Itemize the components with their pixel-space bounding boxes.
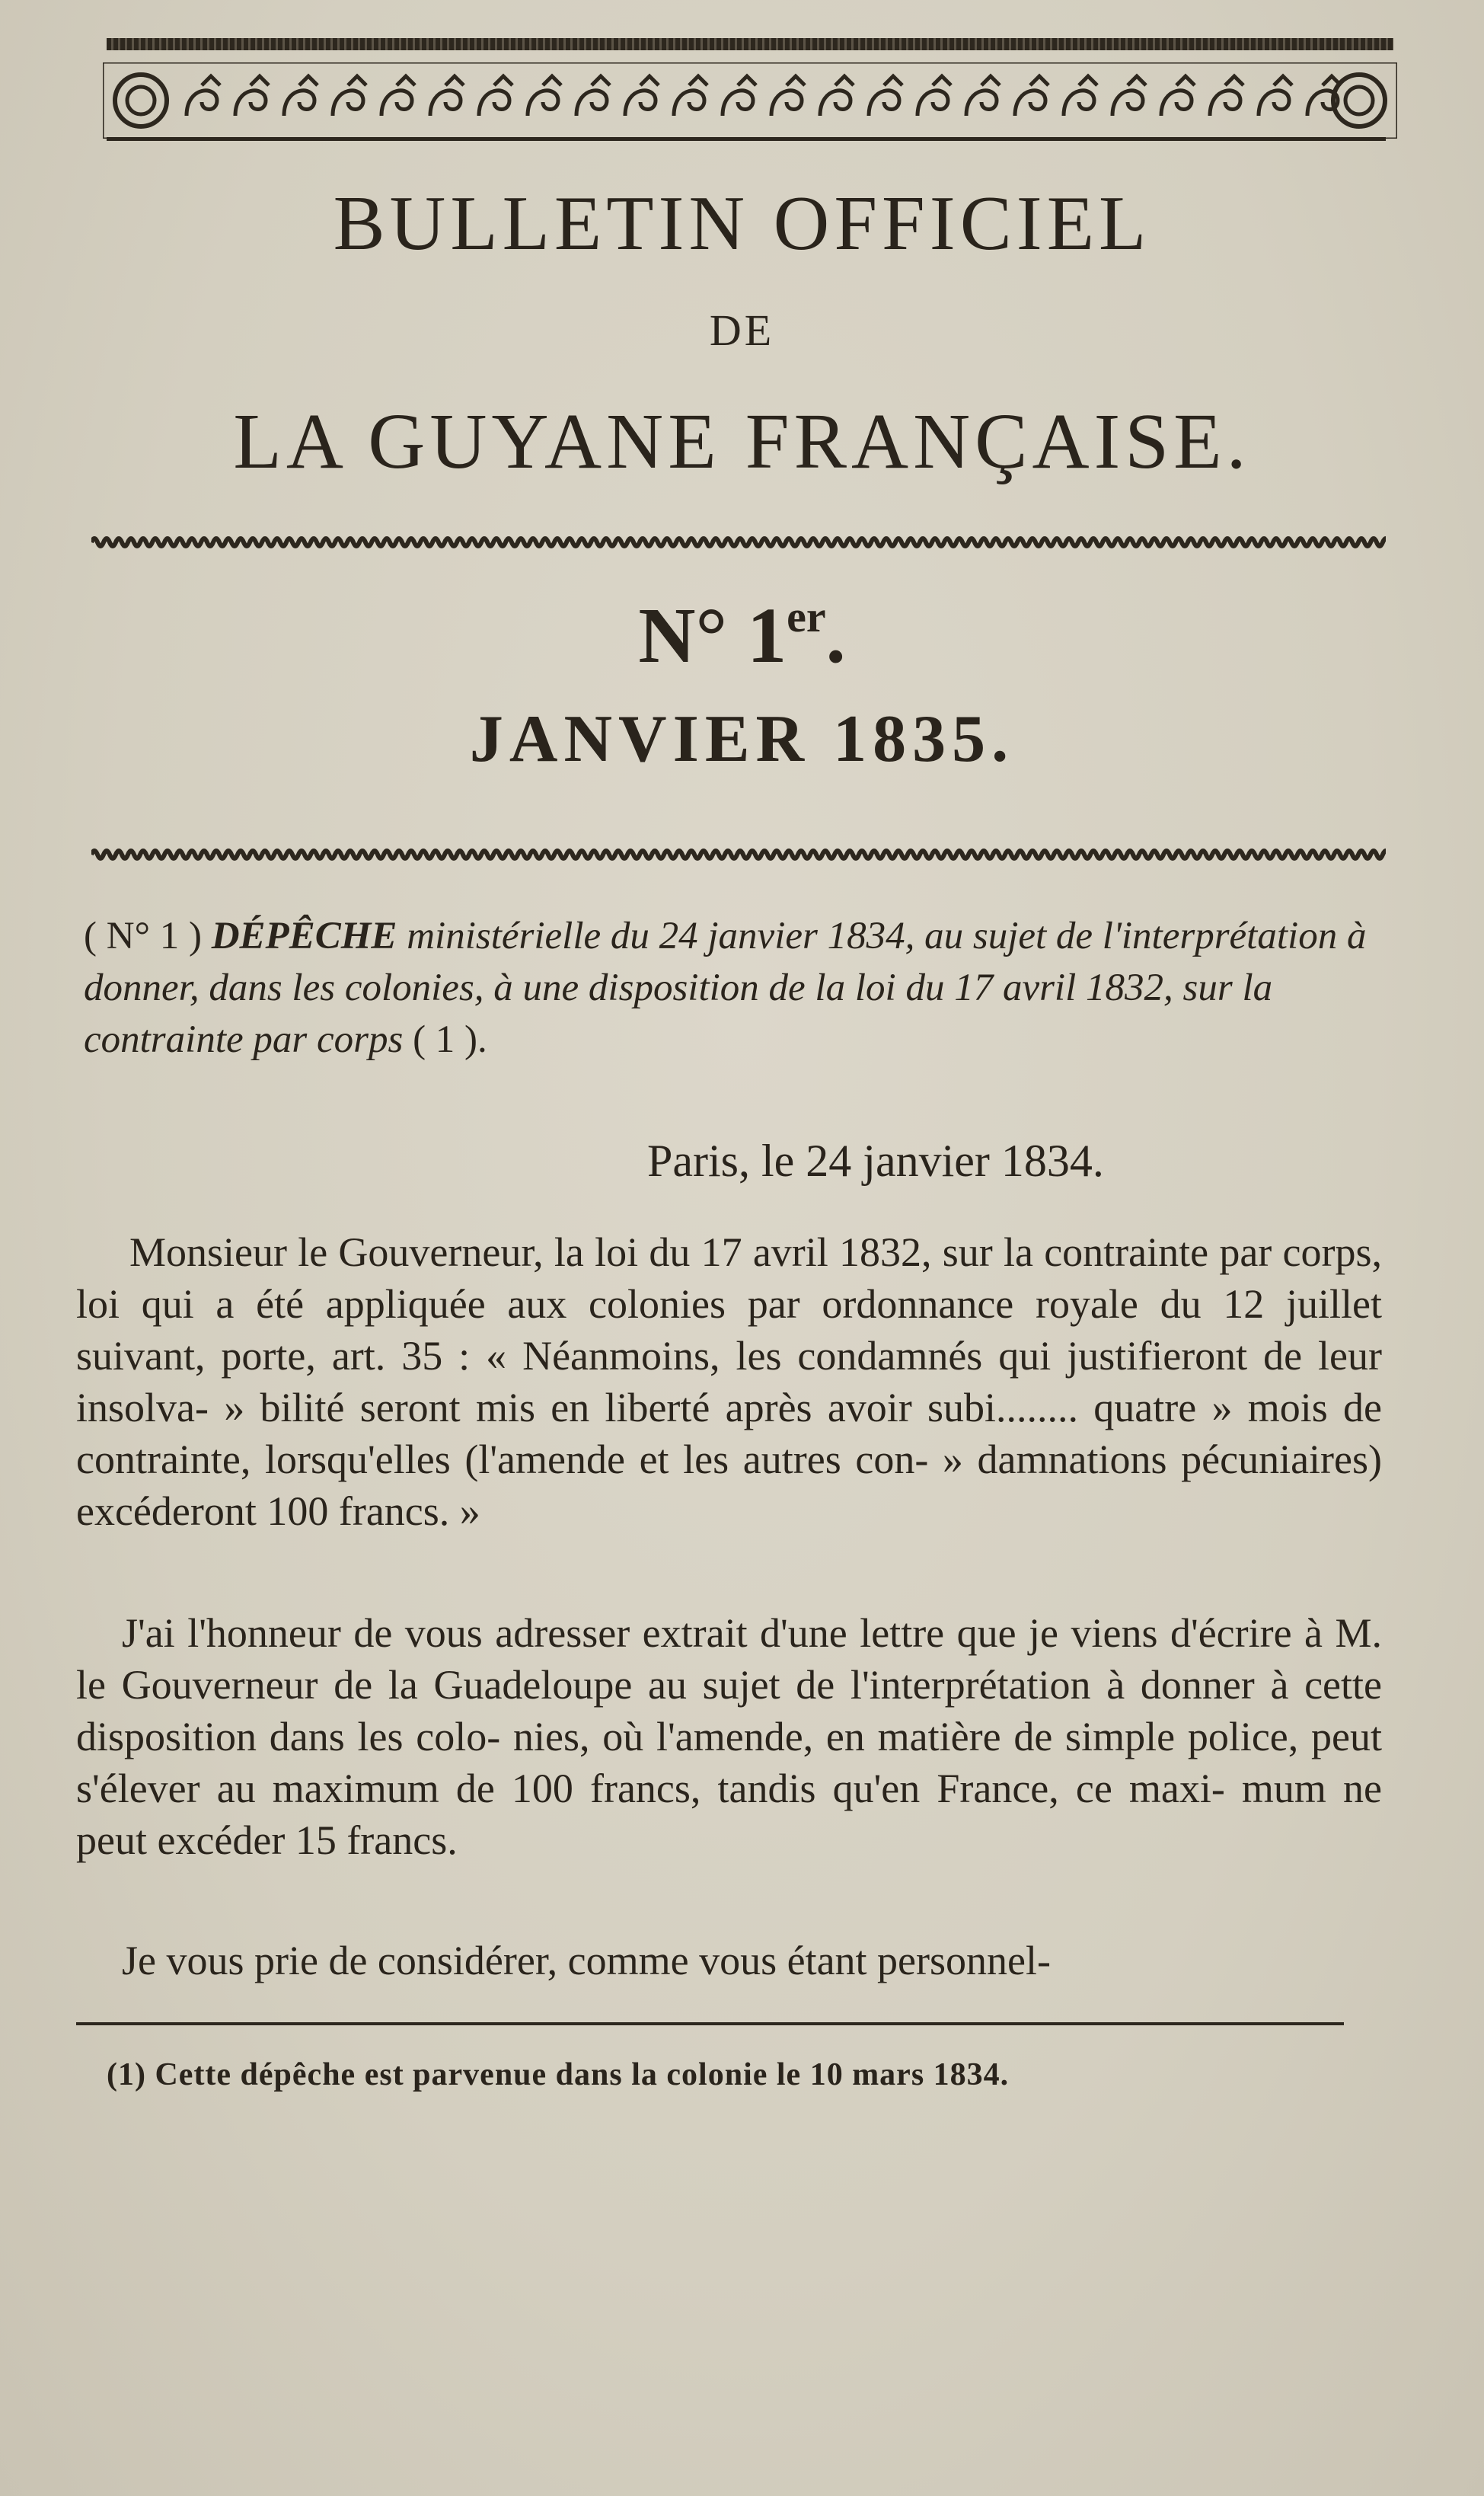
dispatch-heading-caps: DÉPÊCHE	[211, 915, 397, 957]
place-date: Paris, le 24 janvier 1834.	[647, 1136, 1104, 1186]
ornament-bottom-rule	[107, 137, 1386, 141]
dispatch-number: ( N° 1 )	[84, 915, 212, 957]
footnote-reference: ( 1 ).	[413, 1018, 487, 1061]
issue-number-text: N° 1	[638, 592, 787, 679]
issue-number	[0, 590, 1484, 681]
body-paragraph: Monsieur le Gouverneur, la loi du 17 avril 1832, sur la contrainte par corps, loi qui a été appliquée aux colonies par ordonnance royale du 12 juillet suivant, porte, art. 35 : « Néanmoins, les condamnés qui justifieront de leur insolva- » bilité seront mis en liberté après avoir subi........ quatre » mois de contrainte, lorsqu'elles (l'amende et les autres con- » damnations pécuniaires) excéderont 100 francs. »	[76, 1229, 1382, 1534]
footnote: (1) Cette dépêche est parvenue dans la colonie le 10 mars 1834.	[107, 2057, 1010, 2092]
issue-date: JANVIER 1835.	[469, 702, 1015, 776]
body-paragraph: Je vous prie de considérer, comme vous étant personnel-	[122, 1938, 1051, 1983]
dispatch-heading-text: ministérielle du 24 janvier 1834, au sujet de l'interprétation à donner, dans les colonies, à une disposition de la loi du 17 avril 1832, sur la contrainte par corps	[84, 915, 1367, 1061]
footnote-rule	[76, 2022, 1344, 2025]
masthead-colony: LA GUYANE FRANÇAISE.	[233, 398, 1251, 485]
body-paragraph: J'ai l'honneur de vous adresser extrait d'une lettre que je viens d'écrire à M. le Gouverneur de la Guadeloupe au sujet de l'interprétation à donner à cette disposition dans les colo- nies, où l'amende, en matière de simple police, peut s'élever au maximum de 100 francs, tandis qu'en France, ce maxi- mum ne peut excéder 15 francs.	[76, 1610, 1382, 1863]
masthead-de: DE	[709, 305, 775, 355]
ornament-top-rule	[107, 38, 1393, 50]
issue-number-sup: er	[787, 592, 826, 641]
decorative-wavy-rule	[91, 845, 1386, 864]
decorative-wavy-rule	[91, 533, 1386, 551]
issue-number-end: .	[825, 592, 846, 679]
ornamental-border	[103, 62, 1397, 139]
dispatch-heading	[84, 910, 1378, 1066]
masthead-title: BULLETIN OFFICIEL	[333, 181, 1151, 267]
